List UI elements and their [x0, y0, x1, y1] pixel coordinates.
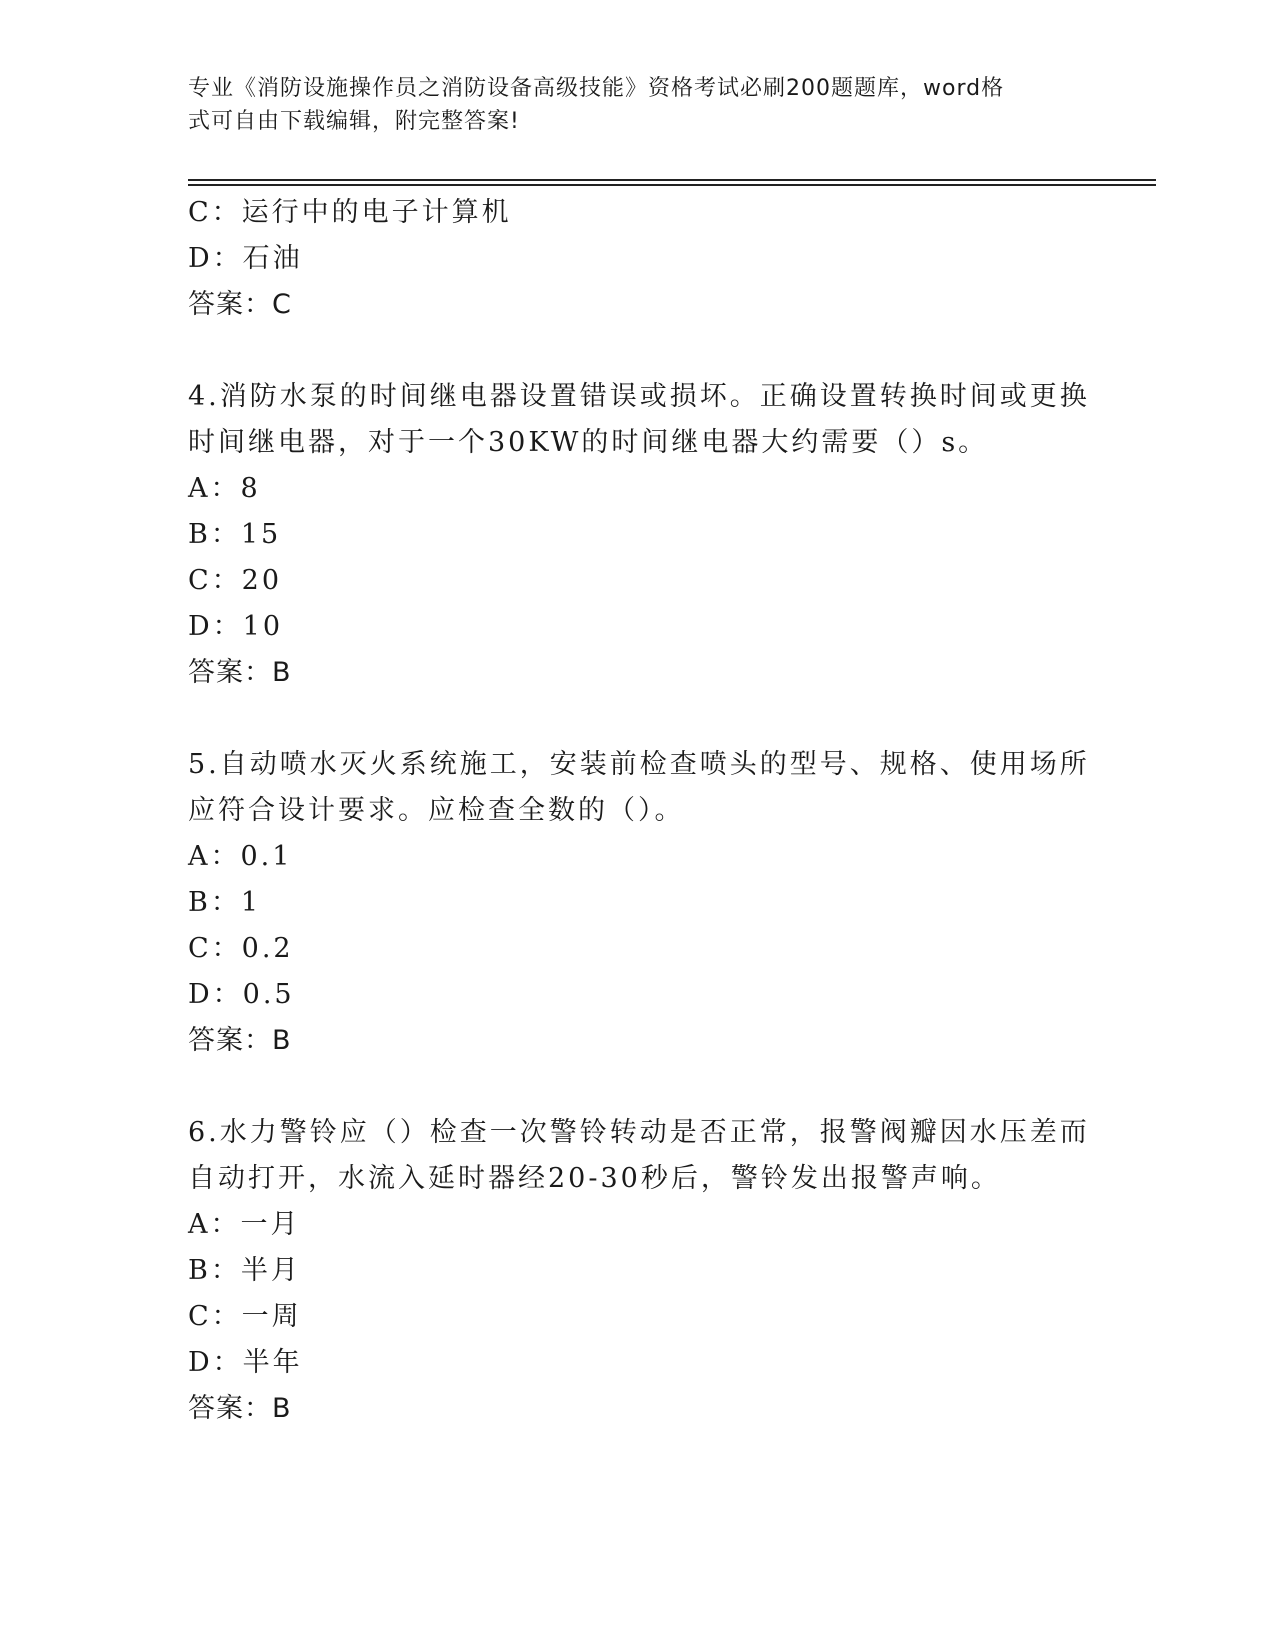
document-header: [188, 72, 1068, 138]
option-d: D：0.5: [188, 979, 295, 1010]
option-label: D: [188, 243, 213, 274]
question-5: [188, 742, 1088, 1064]
option-text: 运行中的电子计算机: [241, 197, 512, 228]
option-label: D: [188, 611, 213, 642]
option-text: 1: [240, 887, 262, 918]
option-text: 一月: [240, 1209, 301, 1240]
option-label: C: [188, 565, 212, 596]
option-text: 0.1: [240, 841, 293, 872]
option-label: C: [188, 933, 212, 964]
question-number: 5.: [188, 749, 220, 780]
answer-line: [188, 650, 1088, 696]
answer-label: 答案：: [188, 657, 272, 688]
stem-line-1: 消防水泵的时间继电器设置错误或损坏。正确设置转换时间或更换: [219, 381, 1090, 412]
question-4: [188, 374, 1088, 696]
answer-line: [188, 1018, 1088, 1064]
question-number: 6.: [188, 1117, 220, 1148]
question-list: [188, 190, 1088, 1432]
option-d: D：半年: [188, 1347, 303, 1378]
option-text: 8: [240, 473, 261, 504]
option-text: 0.2: [241, 933, 294, 964]
option-label: A: [188, 473, 211, 504]
stem-line-2: 自动打开，水流入延时器经20-30秒后，警铃发出报警声响。: [188, 1163, 1001, 1194]
answer-value: C: [272, 289, 292, 320]
stem-line-1: 水力警铃应（）检查一次警铃转动是否正常，报警阀瓣因水压差而: [219, 1117, 1090, 1148]
option-c: C：20: [188, 565, 283, 596]
option-label: B: [188, 887, 211, 918]
stem-line-2: 时间继电器，对于一个30KW的时间继电器大约需要（）s。: [188, 427, 989, 458]
header-divider-top: [188, 179, 1156, 181]
header-line-1: 专业《消防设施操作员之消防设备高级技能》资格考试必刷200题题库，word格: [188, 76, 1005, 101]
option-b: B：15: [188, 519, 282, 550]
option-text: 0.5: [242, 979, 295, 1010]
option-text: 半年: [242, 1347, 303, 1378]
question-stem: [188, 1110, 1088, 1202]
option-label: D: [188, 1347, 213, 1378]
option-b: B：1: [188, 887, 262, 918]
option-c: C：运行中的电子计算机: [188, 197, 512, 228]
option-text: 15: [240, 519, 282, 550]
answer-value: B: [272, 1393, 292, 1424]
question-stem: [188, 374, 1088, 466]
option-c: C：0.2: [188, 933, 294, 964]
option-label: C: [188, 197, 212, 228]
option-text: 半月: [240, 1255, 301, 1286]
answer-value: B: [272, 657, 292, 688]
option-text: 一周: [241, 1301, 302, 1332]
option-a: A：0.1: [188, 841, 293, 872]
option-label: A: [188, 1209, 211, 1240]
option-b: B：半月: [188, 1255, 301, 1286]
option-text: 10: [242, 611, 284, 642]
option-label: C: [188, 1301, 212, 1332]
answer-label: 答案：: [188, 1393, 272, 1424]
question-6: [188, 1110, 1088, 1432]
option-label: B: [188, 1255, 211, 1286]
option-d: D：石油: [188, 243, 303, 274]
question-stem: [188, 742, 1088, 834]
question-3-continuation: [188, 190, 1088, 328]
option-label: D: [188, 979, 213, 1010]
question-number: 4.: [188, 381, 220, 412]
option-d: D：10: [188, 611, 284, 642]
header-divider-bottom: [188, 184, 1156, 186]
header-line-2: 式可自由下载编辑，附完整答案!: [188, 109, 520, 134]
option-label: B: [188, 519, 211, 550]
option-text: 石油: [242, 243, 303, 274]
answer-label: 答案：: [188, 289, 272, 320]
answer-label: 答案：: [188, 1025, 272, 1056]
stem-line-1: 自动喷水灭火系统施工，安装前检查喷头的型号、规格、使用场所: [219, 749, 1090, 780]
answer-line: [188, 282, 1088, 328]
stem-line-2: 应符合设计要求。应检查全数的（）。: [188, 795, 685, 826]
answer-value: B: [272, 1025, 292, 1056]
answer-line: [188, 1386, 1088, 1432]
option-text: 20: [241, 565, 283, 596]
option-a: A：一月: [188, 1209, 301, 1240]
option-a: A：8: [188, 473, 261, 504]
option-label: A: [188, 841, 211, 872]
option-c: C：一周: [188, 1301, 302, 1332]
